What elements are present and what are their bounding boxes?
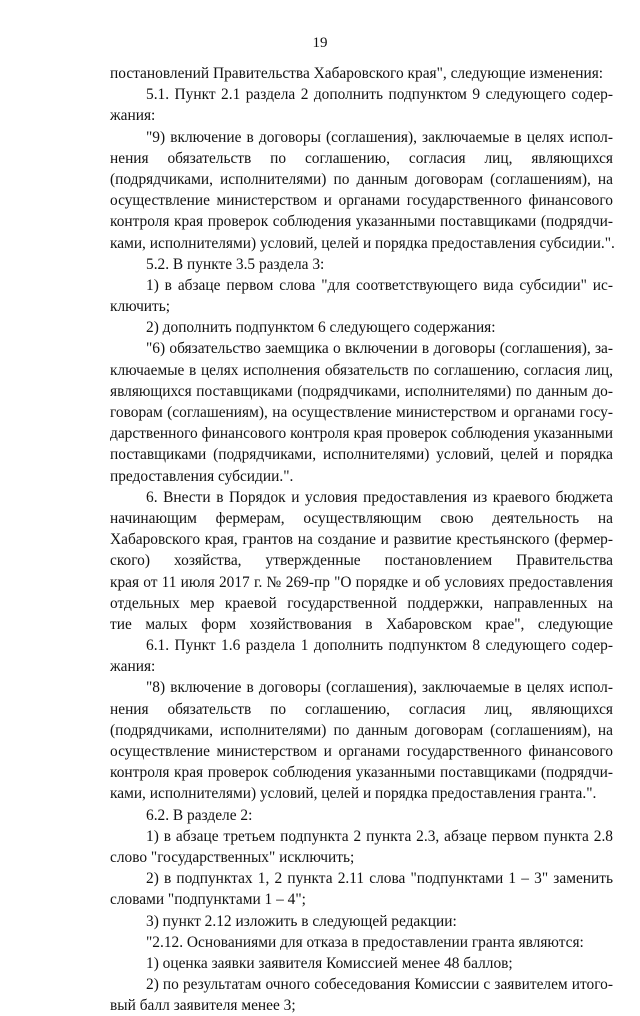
text-line: (подрядчиками, исполнителями) по данным договорам (соглашениям), на: [110, 721, 613, 739]
text-line: 2) в подпунктах 1, 2 пункта 2.11 слова "подпунктами 1 – 3" заменить: [146, 870, 613, 888]
text-line: 6. Внести в Порядок и условия предоставления из краевого бюджета: [146, 488, 613, 506]
text-line: слово "государственных" исключить;: [110, 848, 355, 866]
text-line: ского) хозяйства, утвержденные постановлением Правительства: [110, 552, 613, 570]
text-line: тие малых форм хозяйствования в Хабаровском крае", следующие: [110, 615, 613, 633]
text-line: начинающим фермерам, осуществляющим свою деятельность на: [110, 509, 613, 527]
text-line: ками, исполнителями) условий, целей и порядка предоставления гранта.".: [110, 785, 597, 803]
text-line: ключить;: [110, 298, 171, 316]
text-line: края от 11 июля 2017 г. № 269-пр "О порядке и об условиях предоставления: [110, 573, 613, 591]
text-line: 1) в абзаце третьем подпункта 2 пункта 2.3, абзаце первом пункта 2.8: [146, 827, 613, 845]
text-line: 2) дополнить подпунктом 6 следующего содержания:: [146, 319, 496, 337]
text-line: отдельных мер краевой государственной поддержки, направленных на: [110, 594, 613, 612]
text-line: вый балл заявителя менее 3;: [110, 997, 296, 1015]
document-body: [110, 63, 613, 1016]
text-line: "9) включение в договоры (соглашения), заключаемые в целях испол-: [146, 128, 613, 146]
text-line: жания:: [110, 107, 156, 125]
text-line: 6.1. Пункт 1.6 раздела 1 дополнить подпунктом 8 следующего содер-: [146, 637, 613, 655]
text-line: 3) пункт 2.12 изложить в следующей редакции:: [146, 912, 457, 930]
text-line: поставщиками (подрядчиками, исполнителями) условий, целей и порядка: [110, 446, 613, 464]
text-line: жания:: [110, 658, 156, 676]
text-line: осуществление министерством и органами государственного финансового: [110, 192, 613, 210]
text-line: предоставления субсидии.".: [110, 467, 294, 485]
text-line: "6) обязательство заемщика о включении в договоры (соглашения), за-: [146, 340, 613, 358]
text-line: 1) в абзаце первом слова "для соответствующего вида субсидии" ис-: [146, 276, 613, 294]
text-line: 1) оценка заявки заявителя Комиссией менее 48 баллов;: [146, 954, 513, 972]
text-line: 2) по результатам очного собеседования Комиссии с заявителем итого-: [146, 976, 613, 994]
text-line: нения обязательств по соглашению, согласия лиц, являющихся: [110, 700, 613, 718]
text-line: 6.2. В разделе 2:: [146, 806, 253, 824]
text-line: Хабаровского края, грантов на создание и развитие крестьянского (фермер-: [110, 531, 613, 549]
text-line: 5.1. Пункт 2.1 раздела 2 дополнить подпунктом 9 следующего содер-: [146, 86, 613, 104]
text-line: дарственного финансового контроля края проверок соблюдения указанными: [110, 425, 613, 443]
text-line: контроля края проверок соблюдения указанными поставщиками (подрядчи-: [110, 764, 613, 782]
text-line: являющихся поставщиками (подрядчиками, исполнителями) по данным до-: [110, 382, 613, 400]
text-line: контроля края проверок соблюдения указанными поставщиками (подрядчи-: [110, 213, 613, 231]
text-line: ками, исполнителями) условий, целей и порядка предоставления субсидии.".: [110, 234, 615, 252]
text-line: ключаемые в целях исполнения обязательств по соглашению, согласия лиц,: [110, 361, 613, 379]
text-line: осуществление министерством и органами государственного финансового: [110, 743, 613, 760]
text-line: нения обязательств по соглашению, согласия лиц, являющихся: [110, 149, 613, 167]
text-line: (подрядчиками, исполнителями) по данным договорам (соглашениям), на: [110, 170, 613, 188]
text-line: 5.2. В пункте 3.5 раздела 3:: [146, 255, 325, 273]
text-line: "2.12. Основаниями для отказа в предоставлении гранта являются:: [146, 933, 584, 951]
text-line: словами "подпунктами 1 – 4";: [110, 891, 306, 909]
page-number: 19: [312, 35, 328, 51]
text-line: "8) включение в договоры (соглашения), заключаемые в целях испол-: [146, 679, 613, 697]
text-line: постановлений Правительства Хабаровского края", следующие изменения:: [110, 65, 604, 82]
text-line: говорам (соглашениям), на осуществление министерством и органами госу-: [110, 404, 613, 421]
